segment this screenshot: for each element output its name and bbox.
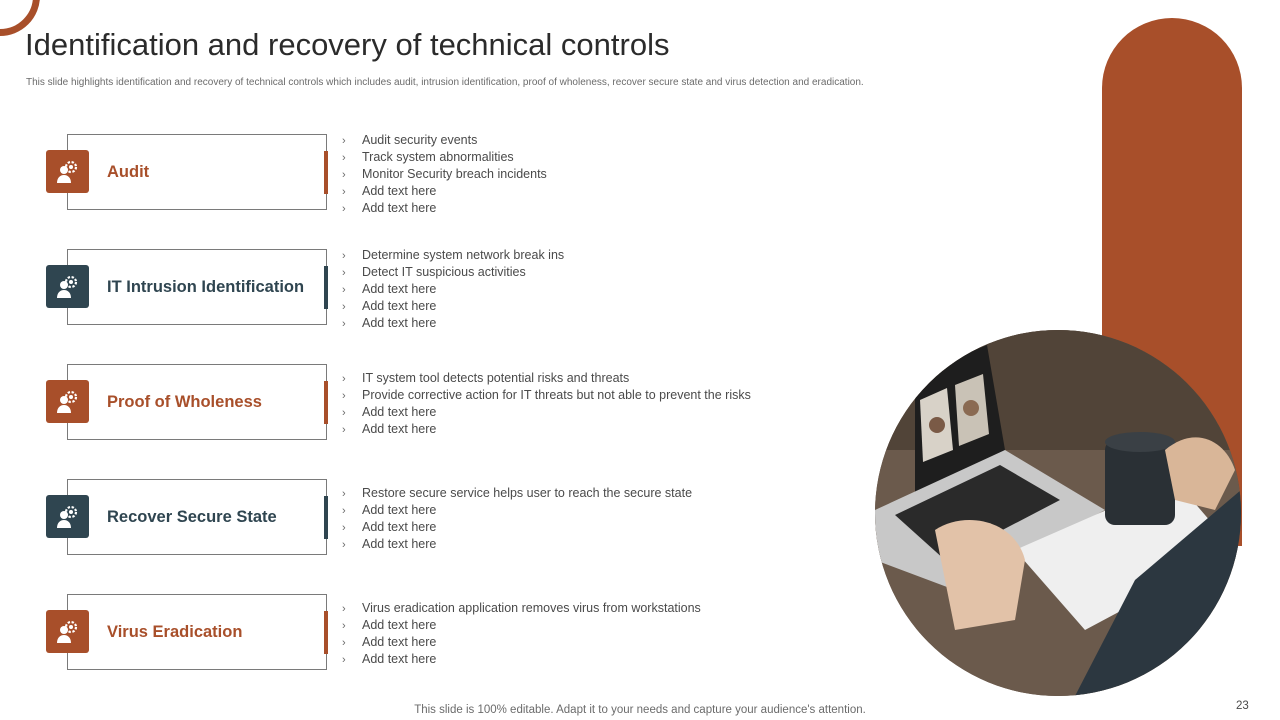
list-item: › IT system tool detects potential risks and threats: [342, 371, 630, 385]
slide-footer: This slide is 100% editable. Adapt it to your needs and capture your audience's attention.: [414, 704, 866, 716]
list-item: › Add text here: [342, 184, 437, 198]
control-row-it-intrusion: [46, 249, 806, 329]
list-item: › Add text here: [342, 299, 437, 313]
chevron-right-icon: ›: [342, 284, 346, 296]
control-label: IT Intrusion Identification: [107, 277, 305, 296]
chevron-right-icon: ›: [342, 318, 346, 330]
card-accent-bar: [324, 611, 328, 654]
list-item: › Detect IT suspicious activities: [342, 265, 526, 279]
chevron-right-icon: ›: [342, 539, 346, 551]
chevron-right-icon: ›: [342, 620, 346, 632]
list-item: › Add text here: [342, 201, 437, 215]
chevron-right-icon: ›: [342, 169, 346, 181]
list-item: › Add text here: [342, 282, 437, 296]
bullet-list: [342, 247, 564, 332]
chevron-right-icon: ›: [342, 373, 346, 385]
user-gear-icon: [46, 495, 89, 538]
user-gear-icon: [46, 265, 89, 308]
list-item: › Add text here: [342, 422, 437, 436]
bullet-list: [342, 132, 547, 217]
bullet-list: [342, 600, 701, 668]
chevron-right-icon: ›: [342, 152, 346, 164]
list-item: › Add text here: [342, 537, 437, 551]
card-accent-bar: [324, 381, 328, 424]
chevron-right-icon: ›: [342, 488, 346, 500]
chevron-right-icon: ›: [342, 267, 346, 279]
chevron-right-icon: ›: [342, 250, 346, 262]
card-accent-bar: [324, 266, 328, 309]
list-item: › Add text here: [342, 618, 437, 632]
user-gear-icon: [46, 380, 89, 423]
list-item: › Add text here: [342, 405, 437, 419]
list-item: › Add text here: [342, 316, 437, 330]
slide-title: Identification and recovery of technical controls: [25, 27, 670, 62]
list-item: › Add text here: [342, 635, 437, 649]
chevron-right-icon: ›: [342, 505, 346, 517]
list-item: › Restore secure service helps user to reach the secure state: [342, 486, 693, 500]
control-label: Proof of Wholeness: [107, 392, 262, 411]
chevron-right-icon: ›: [342, 301, 346, 313]
bullet-list: [342, 485, 692, 553]
list-item: › Add text here: [342, 520, 437, 534]
chevron-right-icon: ›: [342, 603, 346, 615]
card-accent-bar: [324, 151, 328, 194]
control-label: Virus Eradication: [107, 622, 243, 641]
bullet-list: [342, 370, 751, 438]
list-item: › Determine system network break ins: [342, 248, 565, 262]
list-item: › Monitor Security breach incidents: [342, 167, 547, 181]
control-row-proof-of-wholeness: [46, 364, 806, 444]
user-gear-icon: [46, 610, 89, 653]
chevron-right-icon: ›: [342, 390, 346, 402]
control-row-virus-eradication: [46, 594, 806, 674]
list-item: › Audit security events: [342, 133, 478, 147]
chevron-right-icon: ›: [342, 637, 346, 649]
card-accent-bar: [324, 496, 328, 539]
control-row-audit: [46, 134, 806, 214]
control-row-recover-secure-state: [46, 479, 806, 559]
chevron-right-icon: ›: [342, 135, 346, 147]
control-label: Audit: [107, 162, 150, 181]
page-number: 23: [1236, 700, 1249, 712]
slide-subtitle: This slide highlights identification and recovery of technical controls which includes audit, intrusion identification, proof of wholeness, recover secure state and virus detection and eradication.: [26, 77, 864, 88]
chevron-right-icon: ›: [342, 522, 346, 534]
list-item: › Virus eradication application removes virus from workstations: [342, 601, 701, 615]
list-item: › Add text here: [342, 503, 437, 517]
laptop-video-call-photo: [875, 330, 1241, 696]
control-card[interactable]: [67, 134, 327, 210]
chevron-right-icon: ›: [342, 424, 346, 436]
chevron-right-icon: ›: [342, 186, 346, 198]
user-gear-icon: [46, 150, 89, 193]
chevron-right-icon: ›: [342, 654, 346, 666]
chevron-right-icon: ›: [342, 203, 346, 215]
list-item: › Add text here: [342, 652, 437, 666]
chevron-right-icon: ›: [342, 407, 346, 419]
list-item: › Track system abnormalities: [342, 150, 514, 164]
control-label: Recover Secure State: [107, 507, 277, 526]
list-item: › Provide corrective action for IT threats but not able to prevent the risks: [342, 388, 751, 402]
